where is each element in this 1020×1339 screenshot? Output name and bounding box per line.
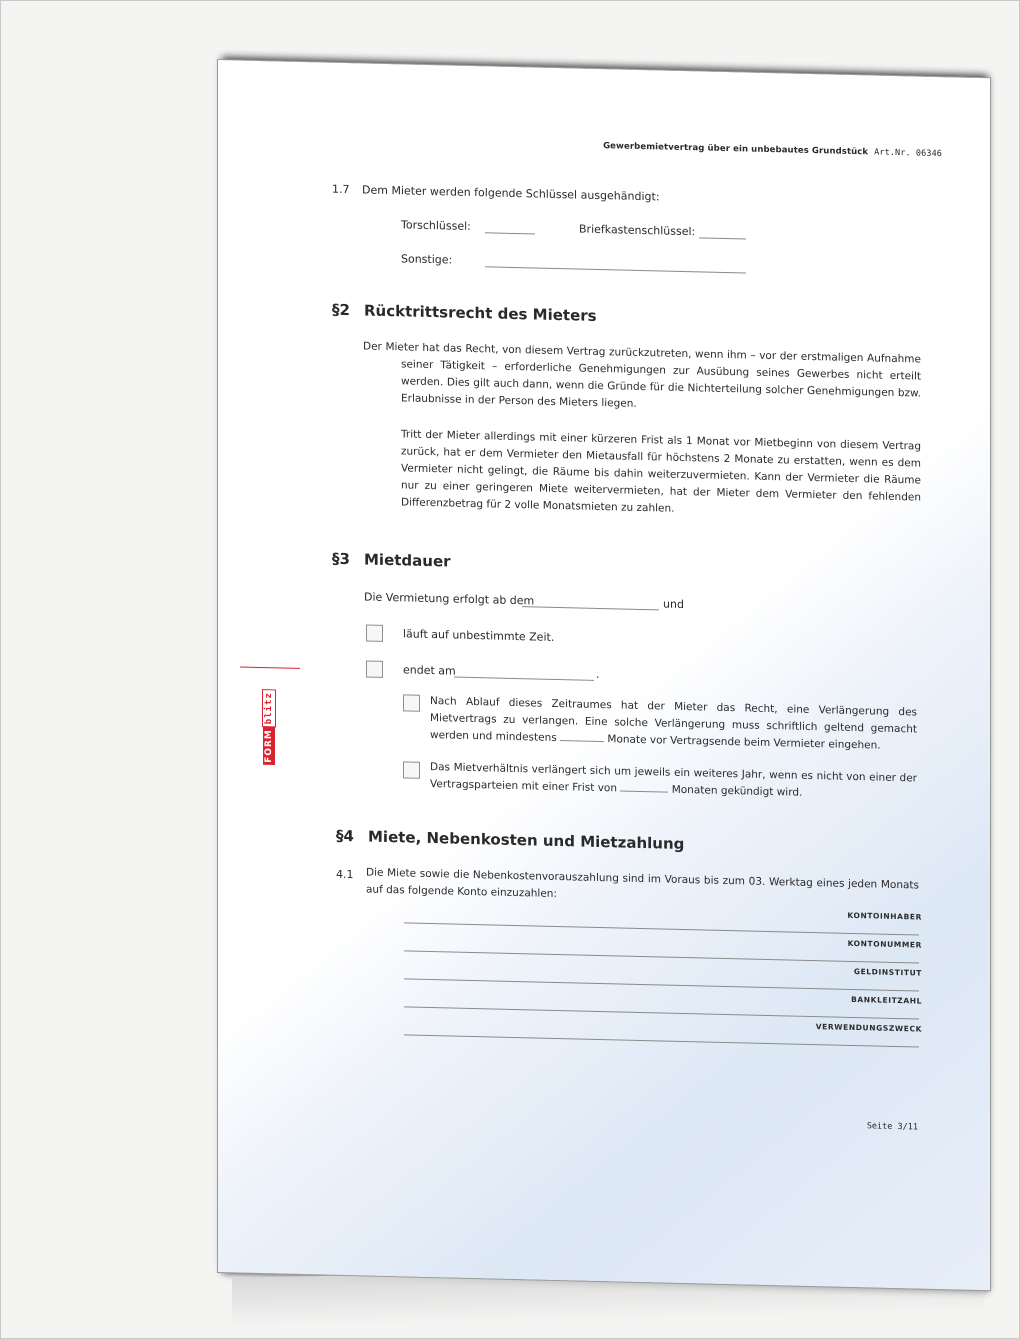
mietbeginn-date-field[interactable]	[522, 606, 659, 610]
verlaengerung-text-a: Nach Ablauf dieses Zeitraumes hat der Mieter das Recht, eine Verlängerung des Mietvertrags zu verlangen. Eine solche Verlängerung muss schriftlich geltend gemacht werden und mindestens	[430, 694, 917, 744]
kontoinhaber-label: KONTOINHABER	[847, 910, 922, 922]
document-page	[218, 60, 990, 1290]
briefkasten-label: Briefkastenschlüssel:	[579, 222, 696, 239]
endet-dot: .	[596, 667, 600, 681]
formblitz-logo	[261, 673, 276, 765]
unbestimmt-checkbox[interactable]	[366, 624, 383, 641]
bankleitzahl-field[interactable]	[404, 1006, 919, 1019]
geldinstitut-field[interactable]	[404, 978, 919, 991]
section-2-number: §2	[332, 300, 350, 320]
section-1-7-text: Dem Mieter werden folgende Schlüssel ausgehändigt:	[362, 183, 660, 204]
kontonummer-field[interactable]	[404, 950, 919, 963]
endet-label: endet am	[403, 663, 456, 678]
logo-divider	[240, 667, 300, 669]
section-3-title: Mietdauer	[364, 550, 451, 571]
sonstige-field[interactable]	[485, 266, 746, 273]
torschluessel-field[interactable]	[485, 232, 535, 234]
verlaengert-checkbox[interactable]	[403, 761, 420, 778]
verlaengerung-monate-field[interactable]	[560, 740, 604, 742]
article-number: Art.Nr. 06346	[874, 147, 942, 160]
geldinstitut-label: GELDINSTITUT	[853, 966, 922, 978]
verlaengerung-text-b: Monate vor Vertragsende beim Vermieter eingehen.	[607, 733, 881, 752]
section-4-title: Miete, Nebenkosten und Mietzahlung	[368, 827, 685, 853]
endet-checkbox[interactable]	[366, 660, 383, 677]
logo-blitz-text: blitz	[262, 689, 276, 727]
section-2-paragraph-1: Der Mieter hat das Recht, von diesem Vertrag zurückzutreten, wenn ihm – vor der erstmaligen Aufnahme seiner Tätigkeit – erforderliche Genehmigungen zur Ausübung seines Gewerbes nicht erteilt werden. Dies gilt auch dann, wenn die Gründe für die Nichterteilung solcher Genehmigungen bzw. Erlaubnisse in der Person des Mieters liegen.	[363, 340, 921, 410]
section-4-1-text	[366, 864, 919, 911]
kuendigungsfrist-field[interactable]	[620, 790, 668, 792]
section-4-1-number: 4.1	[336, 867, 354, 882]
verlaengert-text-a: Das Mietverhältnis verlängert sich um jeweils ein weiteres Jahr, wenn es nicht von einer der Vertragsparteien mit einer Frist von	[430, 760, 917, 795]
section-4-number: §4	[336, 826, 354, 846]
und-text: und	[663, 597, 684, 611]
section-3-heading	[332, 550, 451, 571]
document-title: Gewerbemietvertrag über ein unbebautes Grundstück	[603, 141, 869, 158]
sonstige-label: Sonstige:	[401, 252, 453, 267]
section-2-title: Rücktrittsrecht des Mieters	[364, 301, 597, 325]
verlaengert-text	[430, 759, 917, 804]
section-3-number: §3	[332, 549, 350, 569]
document-header	[603, 141, 942, 159]
section-4-1-text-content: Die Miete sowie die Nebenkostenvorauszahlung sind im Voraus bis zum 03. Werktag eines jeden Monats auf das folgende Konto einzuzahlen:	[366, 866, 919, 900]
mietbeginn-text: Die Vermietung erfolgt ab dem	[364, 590, 535, 608]
kontonummer-label: KONTONUMMER	[847, 938, 922, 950]
torschluessel-label: Torschlüssel:	[401, 218, 471, 233]
section-4-heading	[336, 827, 684, 853]
unbestimmt-label: läuft auf unbestimmte Zeit.	[403, 627, 555, 644]
verlaengerung-text	[430, 693, 917, 755]
endet-date-field[interactable]	[454, 677, 594, 681]
page-number: Seite 3/11	[866, 1121, 918, 1133]
section-2-paragraph-2: Tritt der Mieter allerdings mit einer kürzeren Frist als 1 Monat vor Mietbeginn von diesem Vertrag zurück, hat er dem Vermieter den Mietausfall für höchstens 2 Monate zu erstatten, wenn es dem Vermieter nicht gelingt, die Räume bis dahin weiterzuvermieten. Kann der Vermieter die Räume nur zu einer geringeren Miete weitervermieten, hat der Mieter dem Vermieter den fehlenden Differenzbetrag für 2 volle Monatsmieten zu zahlen.	[401, 428, 921, 515]
bankleitzahl-label: BANKLEITZAHL	[851, 994, 922, 1006]
section-1-7-number: 1.7	[332, 182, 350, 197]
verlaengert-text-b: Monaten gekündigt wird.	[671, 783, 803, 799]
verwendungszweck-label: VERWENDUNGSZWECK	[815, 1022, 922, 1034]
verwendungszweck-field[interactable]	[404, 1034, 919, 1047]
briefkasten-field[interactable]	[699, 237, 746, 239]
logo-form-text: FORM	[263, 727, 275, 765]
verlaengerung-checkbox[interactable]	[403, 694, 420, 711]
kontoinhaber-field[interactable]	[404, 922, 919, 935]
section-2-heading	[332, 301, 597, 325]
